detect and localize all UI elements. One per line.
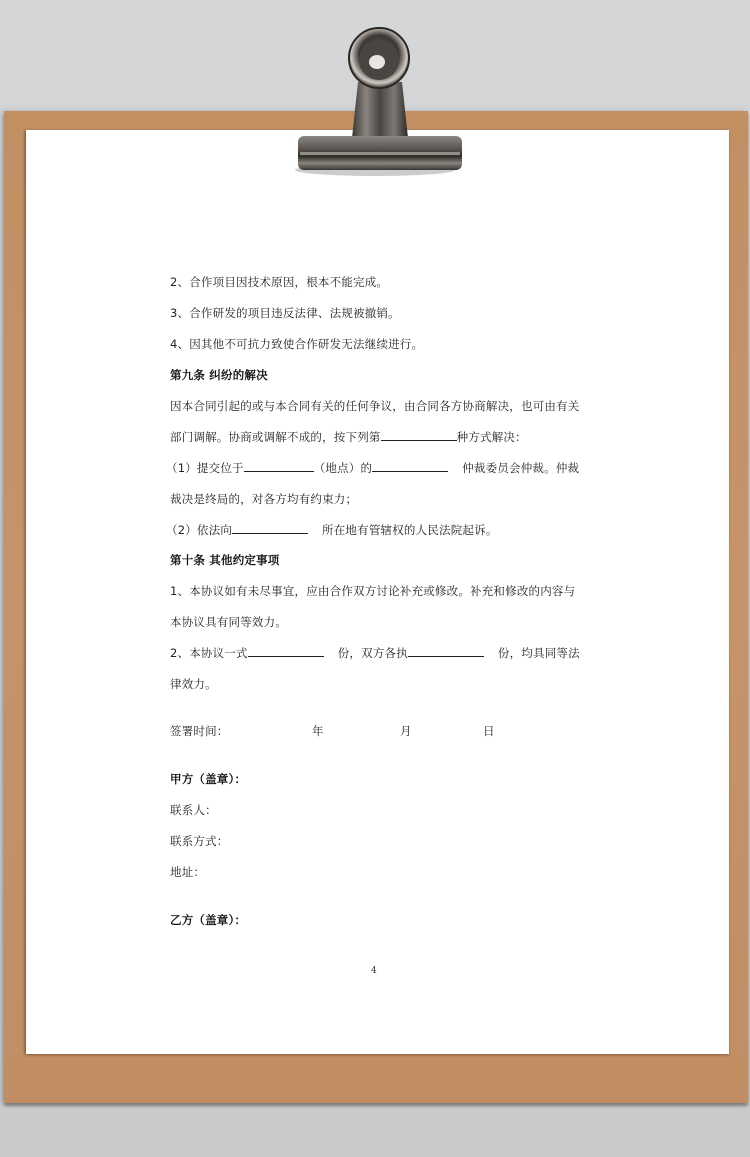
party-a-contact-label: 联系人： (170, 803, 217, 817)
party-b-seal-heading: 乙方（盖章）： (170, 913, 247, 927)
party-a-phone-label: 联系方式： (170, 834, 229, 848)
text-segment: （地点）的 (313, 461, 373, 475)
clause-item-3: 3、合作研发的项目违反法律、法规被撤销。 (170, 306, 400, 320)
arbitration-commission-blank[interactable] (372, 460, 448, 472)
article-10-item2-line2: 律效力。 (170, 677, 217, 691)
signing-date-label: 签署时间： (170, 724, 229, 738)
arbitration-option-line (166, 460, 579, 476)
clause-item-4: 4、因其他不可抗力致使合作研发无法继续进行。 (170, 337, 424, 351)
binder-clip-icon (280, 20, 480, 180)
text-segment: 仲裁委员会仲裁。仲裁 (462, 461, 580, 475)
article-10-item1-line1: 1、本协议如有未尽事宜，应由合作双方讨论补充或修改。补充和修改的内容与 (170, 584, 576, 598)
method-number-blank[interactable] (381, 429, 457, 441)
party-a-seal-heading: 甲方（盖章）： (170, 772, 247, 786)
option-1-label: （1）提交位于 (166, 461, 244, 475)
text-segment: 份，双方各执 (337, 646, 408, 660)
option-2-label: （2）依法向 (166, 523, 233, 537)
text-segment: 所在地有管辖权的人民法院起诉。 (322, 523, 498, 537)
copies-total-blank[interactable] (248, 645, 324, 657)
copies-each-blank[interactable] (408, 645, 484, 657)
signing-year-label: 年 (312, 724, 324, 738)
location-blank[interactable] (244, 460, 314, 472)
clause-item-2: 2、合作项目因技术原因，根本不能完成。 (170, 275, 389, 289)
arbitration-option-line2: 裁决是终局的，对各方均有约束力； (170, 492, 358, 506)
signing-month-label: 月 (400, 724, 412, 738)
article-10-item1-line2: 本协议具有同等效力。 (170, 615, 287, 629)
page-number: 4 (371, 966, 377, 976)
article-9-paragraph-line2 (170, 429, 527, 445)
signing-day-label: 日 (483, 724, 495, 738)
text-segment: 2、本协议一式 (170, 646, 248, 660)
text-segment: 份，均具同等法 (497, 646, 580, 660)
party-a-address-label: 地址： (170, 865, 206, 879)
article-9-heading: 第九条 纠纷的解决 (170, 368, 268, 382)
text-segment: 部门调解。协商或调解不成的，按下列第 (170, 430, 381, 444)
article-10-item2-line1 (170, 645, 580, 661)
party-blank[interactable] (232, 522, 308, 534)
article-9-paragraph-line1: 因本合同引起的或与本合同有关的任何争议，由合同各方协商解决，也可由有关 (170, 399, 580, 413)
text-segment: 种方式解决： (456, 430, 527, 444)
litigation-option-line (166, 522, 498, 538)
article-10-heading: 第十条 其他约定事项 (170, 553, 280, 567)
